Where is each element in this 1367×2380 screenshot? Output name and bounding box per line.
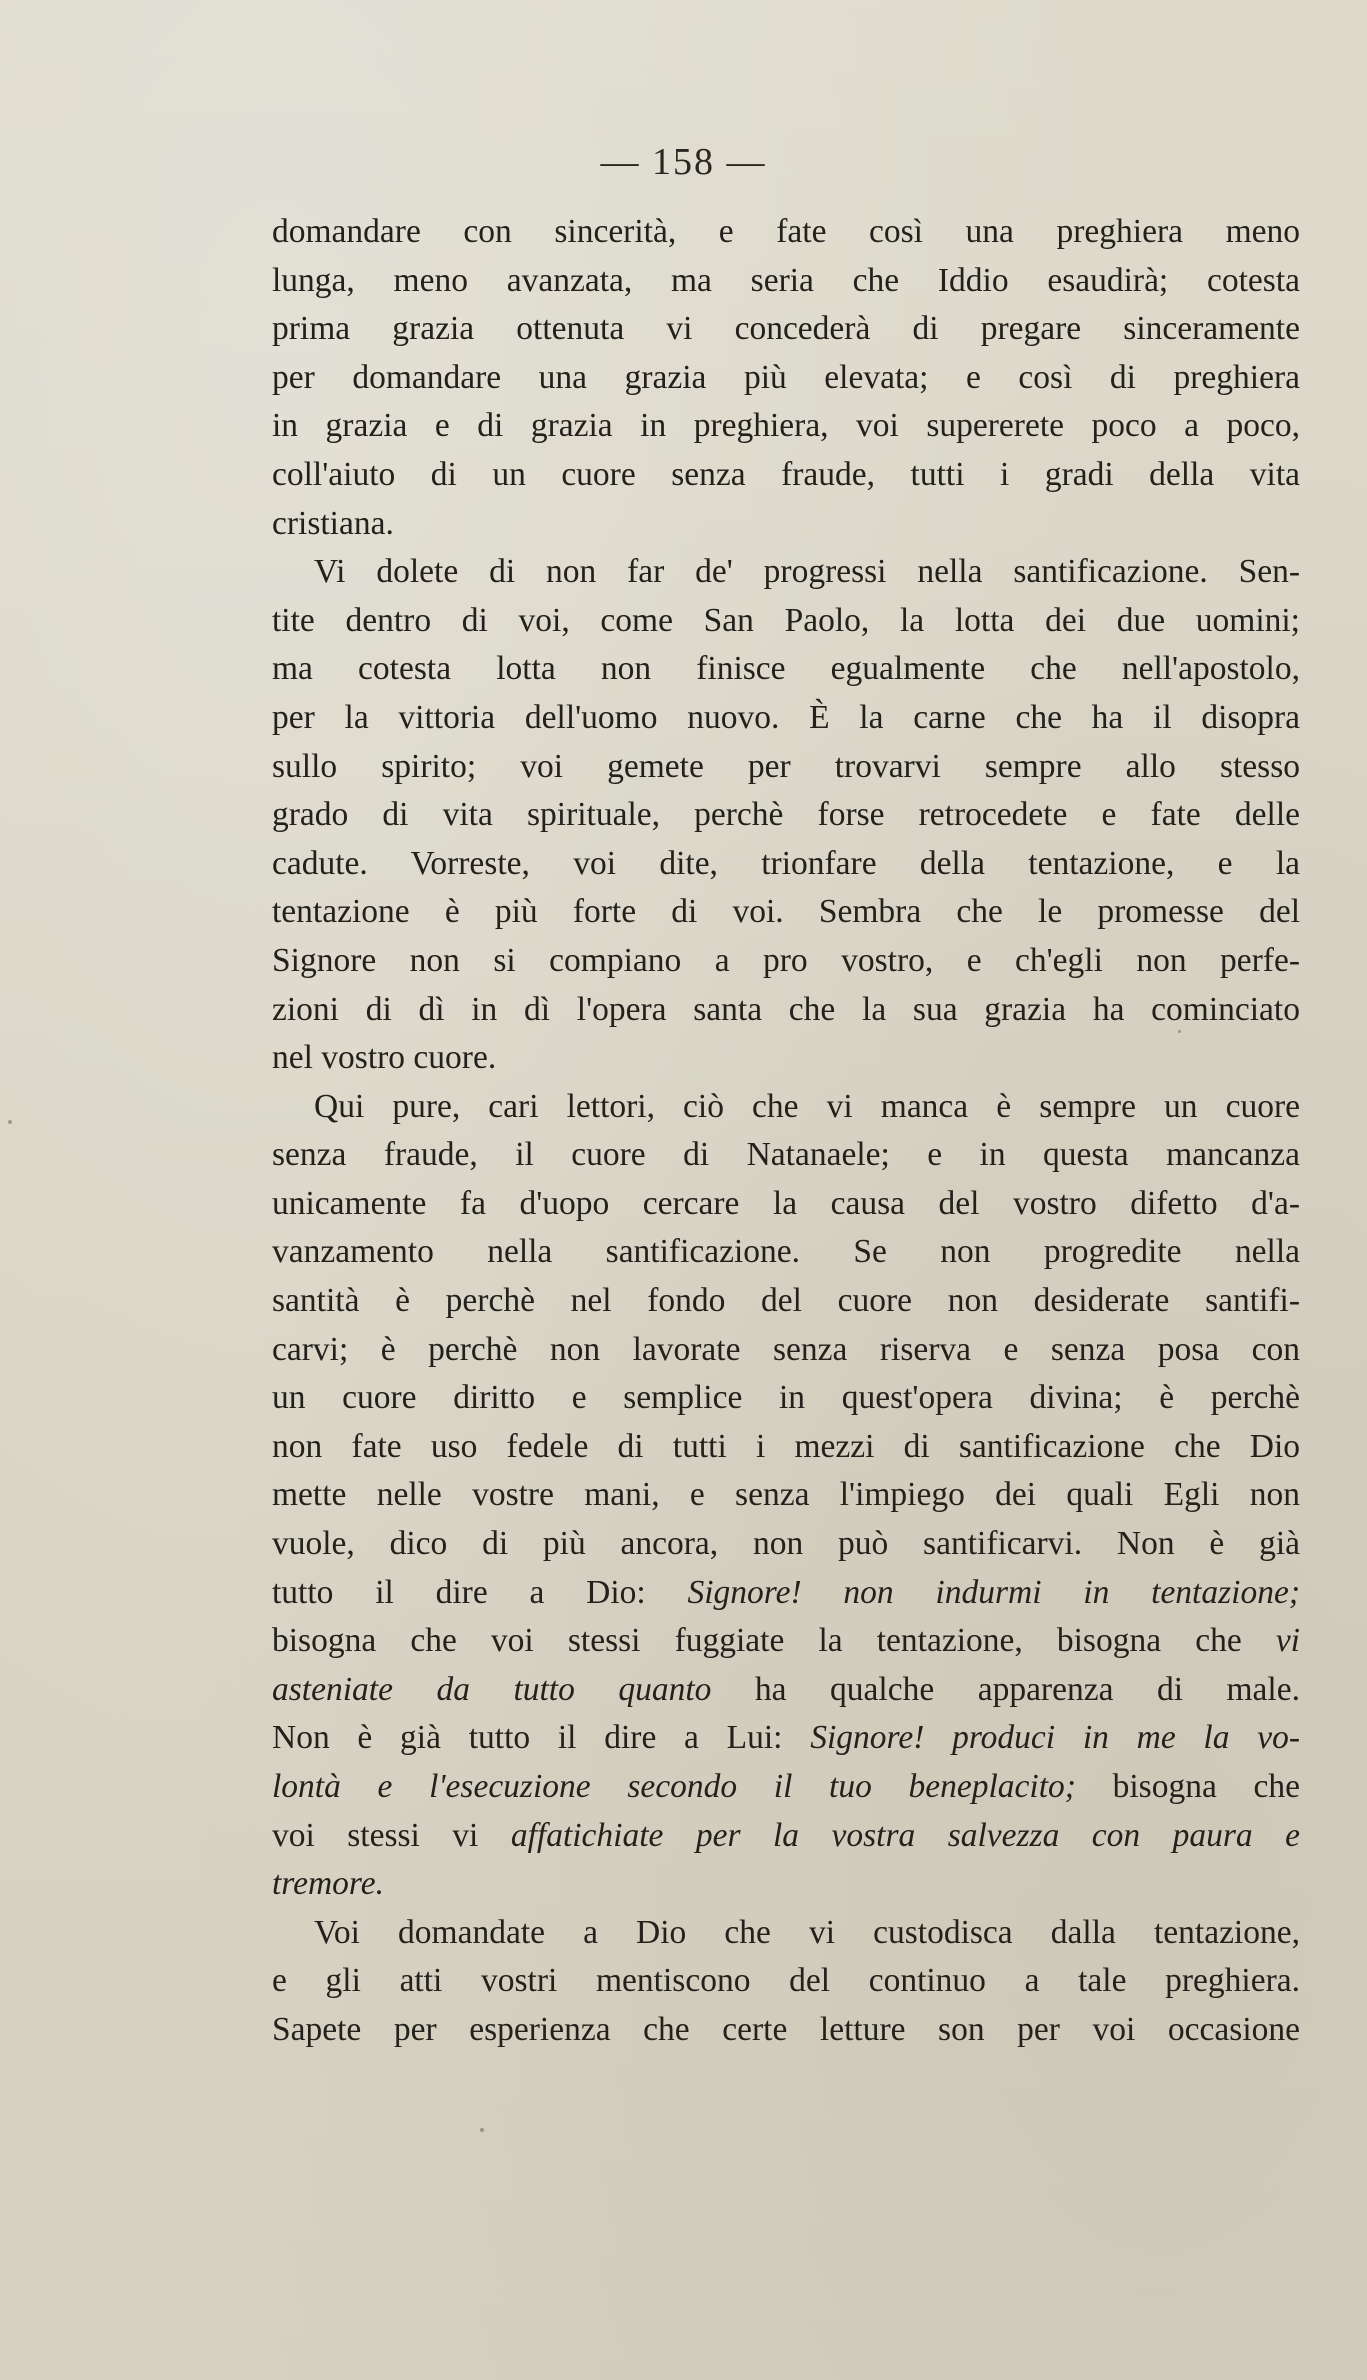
text-line bbox=[272, 888, 1300, 937]
text-line bbox=[272, 694, 1300, 743]
text-segment: domandare con sincerità, e fate così una preghiera meno bbox=[272, 213, 1300, 250]
text-line bbox=[272, 1277, 1300, 1326]
italic-text-segment: vi bbox=[1275, 1622, 1300, 1660]
page-number: — 158 — bbox=[600, 141, 767, 183]
text-segment: per la vittoria dell'uomo nuovo. È la carne che ha il disopra bbox=[272, 698, 1300, 736]
text-segment: nel vostro cuore. bbox=[272, 1039, 497, 1077]
text-line bbox=[272, 1326, 1300, 1375]
paper-speck bbox=[1178, 1030, 1181, 1033]
text-segment: un cuore diritto e semplice in quest'opera divina; è perchè bbox=[272, 1379, 1300, 1417]
text-segment: Sapete per esperienza che certe letture son per voi occasione bbox=[272, 2010, 1300, 2048]
text-segment: vanzamento nella santificazione. Se non progredite nella bbox=[272, 1233, 1300, 1271]
text-line bbox=[272, 257, 1300, 306]
text-segment: carvi; è perchè non lavorate senza riserva e senza posa con bbox=[272, 1330, 1300, 1368]
text-segment: ma cotesta lotta non finisce egualmente che nell'apostolo, bbox=[272, 650, 1300, 688]
text-line bbox=[272, 1957, 1300, 2006]
text-line bbox=[272, 1131, 1300, 1180]
text-segment: per domandare una grazia più elevata; e così di preghiera bbox=[272, 358, 1300, 396]
text-line bbox=[272, 1909, 1300, 1958]
text-line bbox=[272, 1180, 1300, 1229]
text-line bbox=[272, 1228, 1300, 1277]
text-line bbox=[272, 2006, 1300, 2055]
text-line bbox=[272, 1374, 1300, 1423]
text-line bbox=[272, 986, 1300, 1035]
text-line bbox=[272, 1423, 1300, 1472]
text-line bbox=[272, 1617, 1300, 1666]
text-segment: Voi domandate a Dio che vi custodisca dalla tentazione, bbox=[314, 1913, 1300, 1951]
italic-text-segment: Signore! produci in me la vo- bbox=[810, 1719, 1301, 1757]
text-segment: cristiana. bbox=[272, 504, 394, 542]
text-line bbox=[272, 743, 1300, 792]
text-line bbox=[272, 548, 1300, 597]
text-segment: zioni di dì in dì l'opera santa che la sua grazia ha cominciato bbox=[272, 990, 1300, 1028]
text-line bbox=[272, 402, 1300, 451]
text-segment: santità è perchè nel fondo del cuore non desiderate santifi- bbox=[272, 1282, 1300, 1320]
text-line bbox=[272, 1083, 1300, 1132]
italic-text-segment: tremore. bbox=[272, 1865, 384, 1903]
text-segment: non fate uso fedele di tutti i mezzi di santificazione che Dio bbox=[272, 1427, 1300, 1465]
text-line bbox=[272, 937, 1300, 986]
text-line bbox=[272, 1569, 1300, 1618]
italic-text-segment: lontà e l'esecuzione secondo il tuo beneplacito; bbox=[272, 1768, 1076, 1805]
text-line bbox=[272, 1714, 1300, 1763]
text-line bbox=[272, 597, 1300, 646]
text-line bbox=[272, 1471, 1300, 1520]
text-segment: bisogna che bbox=[1075, 1768, 1300, 1805]
text-line bbox=[272, 1034, 1300, 1083]
text-segment: ha qualche apparenza di male. bbox=[711, 1670, 1300, 1708]
text-segment: lunga, meno avanzata, ma seria che Iddio esaudirà; cotesta bbox=[272, 261, 1300, 299]
text-line bbox=[272, 208, 1300, 257]
text-line bbox=[272, 791, 1300, 840]
text-line bbox=[272, 1763, 1300, 1812]
italic-text-segment: Signore! non indurmi in tentazione; bbox=[687, 1573, 1300, 1611]
paper-speck bbox=[8, 1120, 12, 1124]
text-segment: Non è già tutto il dire a Lui: bbox=[272, 1719, 811, 1757]
text-line bbox=[272, 645, 1300, 694]
text-segment: Qui pure, cari lettori, ciò che vi manca è sempre un cuore bbox=[314, 1087, 1300, 1125]
text-segment: vuole, dico di più ancora, non può santificarvi. Non è già bbox=[272, 1525, 1300, 1563]
text-line bbox=[272, 1666, 1300, 1715]
text-segment: e gli atti vostri mentiscono del continuo a tale preghiera. bbox=[272, 1962, 1300, 2000]
text-segment: senza fraude, il cuore di Natanaele; e in questa mancanza bbox=[272, 1136, 1300, 1174]
text-line bbox=[272, 840, 1300, 889]
text-segment: Vi dolete di non far de' progressi nella santificazione. Sen- bbox=[314, 553, 1300, 591]
italic-text-segment: asteniate da tutto quanto bbox=[272, 1670, 712, 1708]
text-segment: cadute. Vorreste, voi dite, trionfare della tentazione, e la bbox=[272, 844, 1300, 882]
text-line bbox=[272, 305, 1300, 354]
text-line bbox=[272, 451, 1300, 500]
text-segment: sullo spirito; voi gemete per trovarvi sempre allo stesso bbox=[272, 747, 1300, 785]
text-segment: tutto il dire a Dio: bbox=[272, 1573, 688, 1611]
text-segment: in grazia e di grazia in preghiera, voi supererete poco a poco, bbox=[272, 407, 1300, 445]
text-line bbox=[272, 354, 1300, 403]
text-line bbox=[272, 1812, 1300, 1861]
text-line bbox=[272, 500, 1300, 549]
text-segment: tentazione è più forte di voi. Sembra che le promesse del bbox=[272, 893, 1300, 931]
text-segment: bisogna che voi stessi fuggiate la tentazione, bisogna che bbox=[272, 1622, 1276, 1660]
text-segment: prima grazia ottenuta vi concederà di pregare sinceramente bbox=[272, 310, 1300, 348]
italic-text-segment: affatichiate per la vostra salvezza con paura e bbox=[510, 1816, 1300, 1854]
paper-speck bbox=[480, 2128, 484, 2132]
text-segment: coll'aiuto di un cuore senza fraude, tutti i gradi della vita bbox=[272, 455, 1300, 493]
text-segment: grado di vita spirituale, perchè forse retrocedete e fate delle bbox=[272, 796, 1300, 834]
text-segment: tite dentro di voi, come San Paolo, la lotta dei due uomini; bbox=[272, 601, 1300, 639]
text-segment: unicamente fa d'uopo cercare la causa del vostro difetto d'a- bbox=[272, 1184, 1300, 1222]
text-segment: Signore non si compiano a pro vostro, e ch'egli non perfe- bbox=[272, 941, 1300, 979]
text-line bbox=[272, 1520, 1300, 1569]
text-segment: mette nelle vostre mani, e senza l'impiego dei quali Egli non bbox=[272, 1476, 1300, 1514]
text-line bbox=[272, 1860, 1300, 1909]
text-segment: voi stessi vi bbox=[272, 1816, 511, 1854]
body-text bbox=[272, 208, 1300, 2055]
